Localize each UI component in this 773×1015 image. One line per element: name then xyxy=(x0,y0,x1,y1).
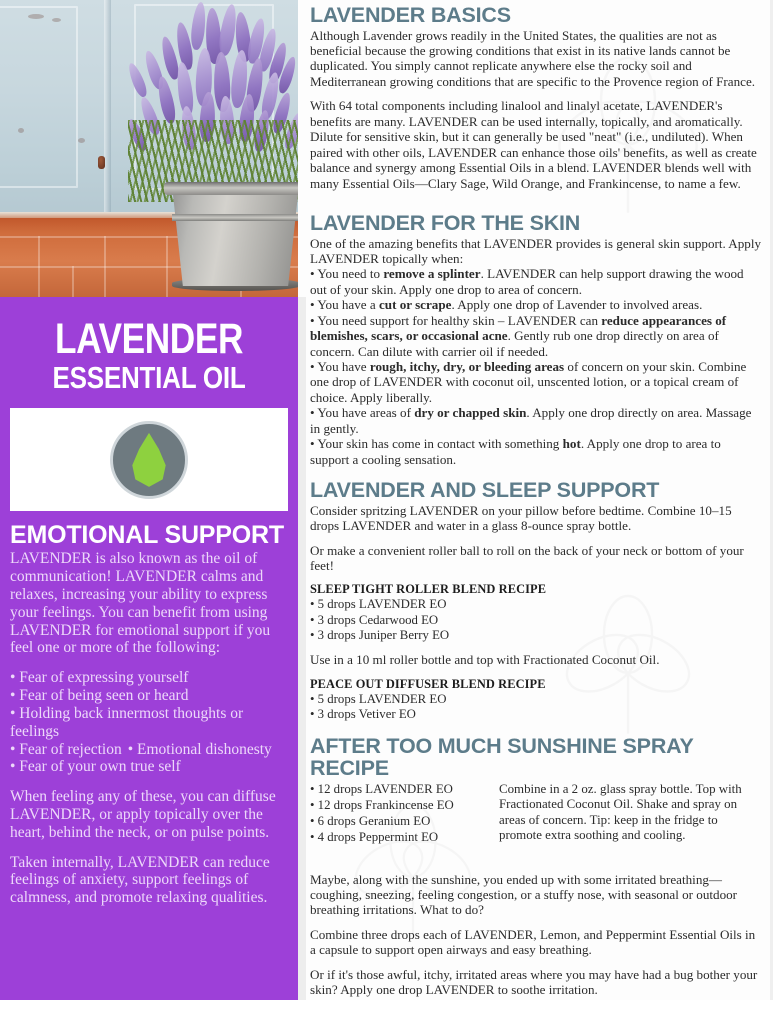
sunshine-instructions: Combine in a 2 oz. glass spray bottle. Top with Fractionated Coconut Oil. Shake and spray on areas of concern. Tip: keep in the fridge to promote extra soothing and cooling. xyxy=(499,781,742,843)
list-item-right: • Emotional dishonesty xyxy=(127,740,272,758)
bullet-prefix: • You have a xyxy=(310,297,379,313)
galvanized-bucket xyxy=(168,186,298,286)
bullet-emphasis: hot xyxy=(562,436,581,452)
bullet-prefix: • You have areas of xyxy=(310,405,415,421)
list-item-pair xyxy=(10,741,288,759)
section-heading: LAVENDER FOR THE SKIN xyxy=(310,210,581,235)
title-block xyxy=(0,297,298,398)
bullet-prefix: • You need to xyxy=(310,266,384,282)
bullet-suffix: of concern on your skin. Combine one drop of LAVENDER with coconut oil, unscented lotion, or a topical cream of choice. Apply liberally. xyxy=(310,359,747,405)
list-item: • Fear of expressing yourself xyxy=(10,669,189,687)
lavender-photo xyxy=(0,0,298,297)
list-item: • Fear of your own true self xyxy=(10,758,181,776)
section-heading: AFTER TOO MUCH SUNSHINE SPRAY RECIPE xyxy=(310,733,694,781)
basics-paragraph-2: With 64 total components including linalool and linalyl acetate, LAVENDER's benefits are many. LAVENDER can be used internally, topically, and aromatically. Dilute for sensitive skin, but it can generally be used "neat" (i.e., undiluted). When paired with other oils, LAVENDER can enhance those oils' benefits, as well as create balance and synergy among Essential Oils in a blend. LAVENDER blends well with many Essential Oils—Clary Sage, Wild Orange, and Frankincense, to name a few. xyxy=(310,98,757,191)
section-lavender-and-sleep-support xyxy=(298,475,773,730)
recipe-list-sleep-tight xyxy=(310,597,763,643)
recipe-title-sleep-tight: SLEEP TIGHT ROLLER BLEND RECIPE xyxy=(310,582,547,597)
sleep-paragraph-1: Consider spritzing LAVENDER on your pillow before bedtime. Combine 10–15 drops LAVENDER and water in a glass 8-ounce spray bottle. xyxy=(310,502,732,534)
list-item: • 3 drops Juniper Berry EO xyxy=(310,628,450,643)
list-item: • 3 drops Vetiver EO xyxy=(310,707,416,722)
bullet-prefix: • You have xyxy=(310,359,370,374)
list-item xyxy=(310,436,763,467)
section-heading: LAVENDER BASICS xyxy=(310,3,511,27)
bullet-emphasis: remove a splinter xyxy=(383,266,481,282)
list-item xyxy=(310,266,763,297)
bucket-band xyxy=(172,214,298,221)
emotional-support-heading: EMOTIONAL SUPPORT xyxy=(10,521,284,550)
bullet-emphasis: dry or chapped skin xyxy=(414,405,527,421)
section-after-too-much-sunshine xyxy=(298,731,773,1015)
list-item xyxy=(310,359,763,405)
list-item: • 12 drops LAVENDER EO xyxy=(310,781,453,796)
logo-box xyxy=(10,408,288,511)
sunshine-paragraph-1: Maybe, along with the sunshine, you ended up with some irritated breathing—coughing, sneezing, feeling congestion, or a stuffy nose, with seasonal or outdoor breathing irritations. What to do? xyxy=(310,871,738,918)
section-lavender-basics xyxy=(298,0,773,208)
sunshine-instructions-column xyxy=(499,782,763,846)
skin-intro: One of the amazing benefits that LAVENDER provides is general skin support. Apply LAVENDER topically when: xyxy=(310,235,762,266)
sunshine-ingredients-column xyxy=(310,782,485,846)
recipe-title-peace-out: PEACE OUT DIFFUSER BLEND RECIPE xyxy=(310,676,546,691)
emotional-bullet-list xyxy=(10,669,288,776)
recipe-list-peace-out xyxy=(310,692,763,723)
list-item xyxy=(310,297,763,312)
bucket-rim xyxy=(164,182,298,195)
emotional-paragraph-2: When feeling any of these, you can diffuse LAVENDER, or apply topically over the heart, behind the neck, or on pulse points. xyxy=(10,788,276,841)
bullet-emphasis: rough, itchy, dry, or bleeding areas xyxy=(369,359,565,374)
right-column xyxy=(298,0,773,1000)
page-subtitle: ESSENTIAL OIL xyxy=(52,359,246,395)
list-item: • 3 drops Cedarwood EO xyxy=(310,612,439,627)
list-item: • 5 drops LAVENDER EO xyxy=(310,691,447,706)
list-item: • Fear of being seen or heard xyxy=(10,687,189,705)
bullet-emphasis: reduce appearances of blemishes, scars, or occasional acne xyxy=(310,312,727,344)
bullet-suffix: . Apply one drop of Lavender to involved areas. xyxy=(451,297,703,313)
bullet-suffix: . Apply one drop directly on area. Massage in gently. xyxy=(310,405,752,436)
sunshine-ingredient-list xyxy=(310,782,485,846)
sleep-paragraph-2: Or make a convenient roller ball to roll on the back of your neck or bottom of your feet! xyxy=(310,542,744,573)
sunshine-two-column xyxy=(310,782,763,846)
sleep-paragraph-3: Use in a 10 ml roller bottle and top with Fractionated Coconut Oil. xyxy=(310,652,660,668)
bullet-prefix: • Your skin has come in contact with something xyxy=(310,436,563,452)
left-column xyxy=(0,0,298,1000)
bullet-prefix: • You need support for healthy skin – LAVENDER can xyxy=(310,312,602,328)
bullet-suffix: . LAVENDER can help support drawing the wood out of your skin. Apply one drop to area of concern. xyxy=(310,266,744,297)
page-title: LAVENDER xyxy=(54,315,244,363)
skin-bullet-list xyxy=(310,266,763,467)
oil-drop-icon xyxy=(110,421,188,499)
bullet-emphasis: cut or scrape xyxy=(378,297,452,313)
column-gutter xyxy=(298,297,306,1000)
section-heading: LAVENDER AND SLEEP SUPPORT xyxy=(310,478,660,503)
bullet-suffix: . Gently rub one drop directly on area of concern. Can dilute with carrier oil if needed. xyxy=(310,328,719,359)
emotional-paragraph-3: Taken internally, LAVENDER can reduce feelings of anxiety, support feelings of calmness, and promote relaxing qualities. xyxy=(10,853,270,907)
list-item: • 12 drops Frankincense EO xyxy=(310,797,454,812)
basics-paragraph-1: Although Lavender grows readily in the United States, the qualities are not as beneficial because the growing conditions that exist in its native lands cannot be duplicated. You simply cannot replicate anywhere else the rocky soil and Mediterranean growing conditions that are specific to the Provence region of France. xyxy=(310,27,756,89)
list-item xyxy=(310,313,763,359)
bullet-suffix: . Apply one drop to area to support a cooling sensation. xyxy=(310,436,721,467)
list-item xyxy=(310,405,763,436)
purple-panel xyxy=(0,297,298,1000)
sunshine-paragraph-3: Or if it's those awful, itchy, irritated areas where you may have had a bug bother your skin? Apply one drop LAVENDER to soothe irritation. xyxy=(310,966,758,998)
list-item: • 4 drops Peppermint EO xyxy=(310,829,439,844)
list-item: • Holding back innermost thoughts or feelings xyxy=(10,704,244,740)
emotional-intro: LAVENDER is also known as the oil of communication! LAVENDER calms and relaxes, increasing your ability to express your feelings. You can benefit from using LAVENDER for emotional support if you feel one or more of the following: xyxy=(10,550,271,657)
sunshine-paragraph-2: Combine three drops each of LAVENDER, Lemon, and Peppermint Essential Oils in a capsule to support open airways and easy breathing. xyxy=(310,926,756,958)
list-item-left: • Fear of rejection xyxy=(10,740,122,758)
list-item: • 6 drops Geranium EO xyxy=(310,813,431,828)
emotional-support-body xyxy=(0,550,298,907)
section-lavender-for-the-skin xyxy=(298,208,773,475)
list-item: • 5 drops LAVENDER EO xyxy=(310,597,447,612)
drop-shape-icon xyxy=(130,433,168,487)
